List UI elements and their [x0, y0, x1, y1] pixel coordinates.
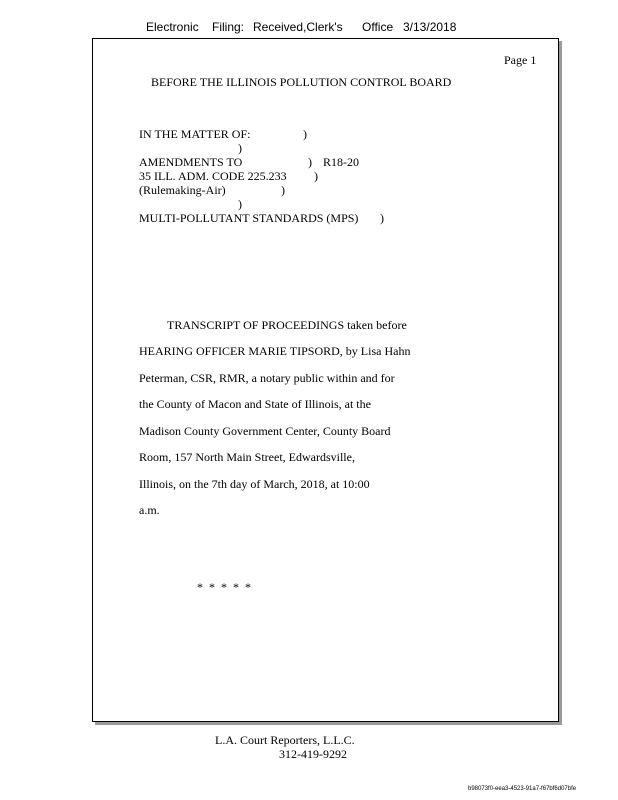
- document-id: b98073f0-eea3-4523-91a7-f67bf6d07bfe: [468, 786, 577, 792]
- body-line: the County of Macon and State of Illinois, at the: [139, 397, 371, 411]
- stamp-word: Office: [362, 20, 394, 34]
- stamp-word: Received,Clerk's: [253, 20, 343, 34]
- caption-rulemaking: (Rulemaking-Air): [139, 183, 226, 197]
- body-line: Room, 157 North Main Street, Edwardsville,: [139, 450, 355, 464]
- case-number: R18-20: [323, 155, 359, 169]
- page-number: Page 1: [504, 53, 537, 67]
- separator-asterisks: * * * * *: [197, 580, 251, 594]
- reporter-company: L.A. Court Reporters, L.L.C.: [215, 733, 355, 747]
- transcript-page: [92, 38, 559, 722]
- caption-paren: ): [238, 141, 242, 155]
- caption-paren: ): [314, 169, 318, 183]
- stamp-word: Electronic: [146, 20, 199, 34]
- body-line: a.m.: [139, 503, 160, 517]
- body-line: Madison County Government Center, County Board: [139, 424, 391, 438]
- body-line: Illinois, on the 7th day of March, 2018, at 10:00: [139, 477, 370, 491]
- caption-amendments: AMENDMENTS TO: [139, 155, 243, 169]
- body-line: TRANSCRIPT OF PROCEEDINGS taken before: [167, 318, 407, 332]
- body-line: HEARING OFFICER MARIE TIPSORD, by Lisa Hahn: [139, 344, 411, 358]
- caption-paren: ): [238, 197, 242, 211]
- caption-paren: ): [308, 155, 312, 169]
- caption-paren: ): [281, 183, 285, 197]
- caption-paren: ): [380, 211, 384, 225]
- board-title: BEFORE THE ILLINOIS POLLUTION CONTROL BOARD: [151, 75, 452, 89]
- caption-standards: MULTI-POLLUTANT STANDARDS (MPS): [139, 211, 359, 225]
- body-line: Peterman, CSR, RMR, a notary public within and for: [139, 371, 395, 385]
- caption-paren: ): [303, 127, 307, 141]
- caption-matter: IN THE MATTER OF:: [139, 127, 251, 141]
- caption-code: 35 ILL. ADM. CODE 225.233: [139, 169, 287, 183]
- electronic-filing-stamp: [0, 20, 618, 36]
- reporter-phone: 312-419-9292: [279, 747, 347, 761]
- stamp-word: Filing:: [212, 20, 245, 34]
- stamp-date: 3/13/2018: [403, 20, 457, 34]
